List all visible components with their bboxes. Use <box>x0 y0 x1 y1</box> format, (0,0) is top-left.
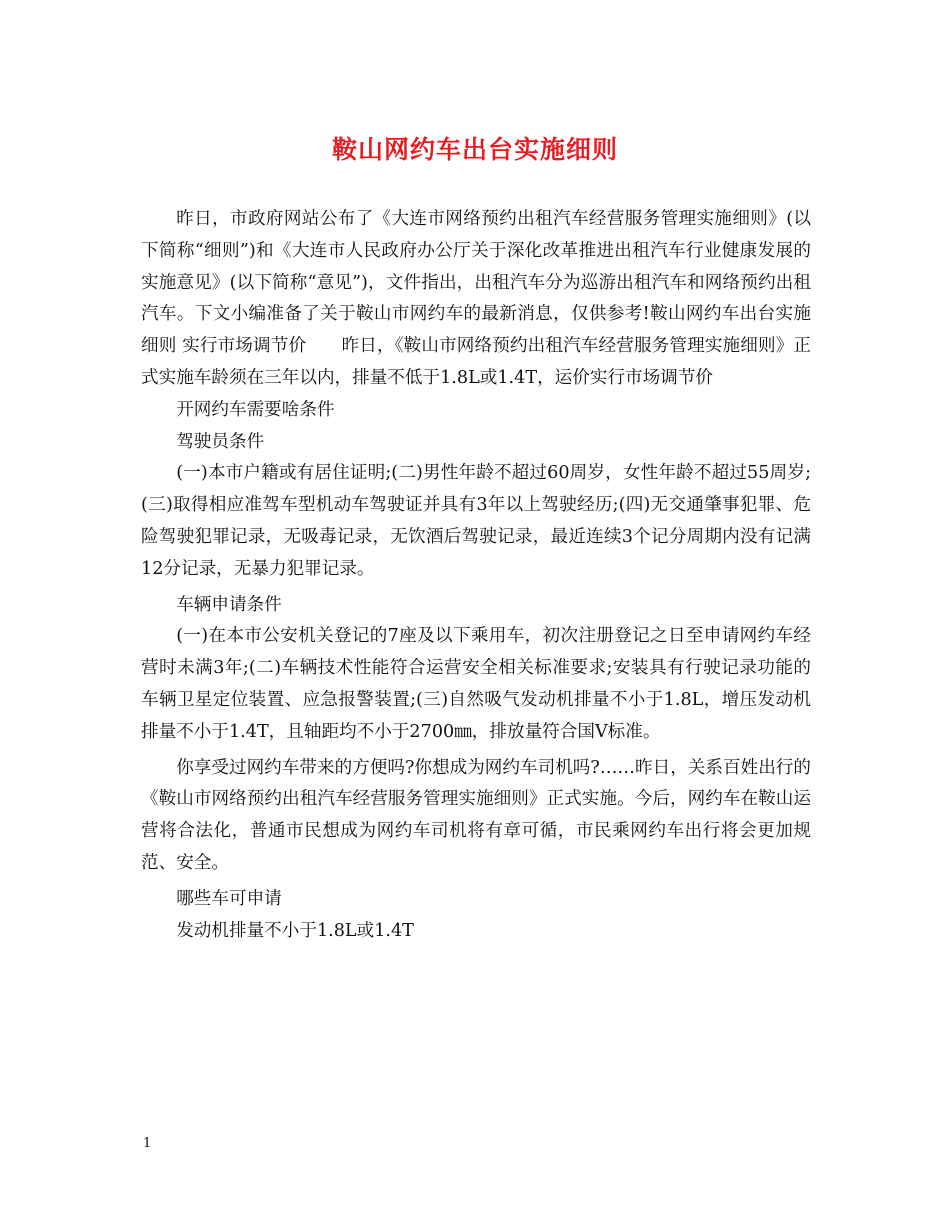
paragraph-heading-vehicle: 车辆申请条件 <box>176 594 282 615</box>
document-body <box>141 204 811 947</box>
paragraph-heading-which-cars: 哪些车可申请 <box>176 888 282 909</box>
paragraph-heading-driver: 驾驶员条件 <box>176 431 265 452</box>
paragraph-heading-conditions: 开网约车需要啥条件 <box>176 399 335 420</box>
paragraph-intro: 昨日，市政府网站公布了《大连市网络预约出租汽车经营服务管理实施细则》(以下简称“细则”)和《大连市人民政府办公厅关于深化改革推进出租汽车行业健康发展的实施意见》(以下简称“意见”)，文件指出，出租汽车分为巡游出租汽车和网络预约出租汽车。下文小编准备了关于鞍山市网约车的最新消息，仅供参考!鞍山网约车出台实施细则 实行市场调节价 昨日，《鞍山市网络预约出租汽车经营服务管理实施细则》正式实施车龄须在三年以内，排量不低于1.8L或1.4T，运价实行市场调节价 <box>141 209 811 388</box>
paragraph-driver-conditions: (一)本市户籍或有居住证明;(二)男性年龄不超过60周岁，女性年龄不超过55周岁;(三)取得相应准驾车型机动车驾驶证并具有3年以上驾驶经历;(四)无交通肇事犯罪、危险驾驶犯罪记录，无吸毒记录，无饮酒后驾驶记录，最近连续3个记分周期内没有记满12分记录，无暴力犯罪记录。 <box>141 463 811 579</box>
document-title: 鞍山网约车出台实施细则 <box>331 135 618 164</box>
paragraph-vehicle-conditions: (一)在本市公安机关登记的7座及以下乘用车，初次注册登记之日至申请网约车经营时未满3年;(二)车辆技术性能符合运营安全相关标准要求;安装具有行驶记录功能的车辆卫星定位装置、应急报警装置;(三)自然吸气发动机排量不小于1.8L，增压发动机排量不小于1.4T，且轴距均不小于2700㎜，排放量符合国Ⅴ标准。 <box>141 626 811 742</box>
paragraph-news: 你享受过网约车带来的方便吗?你想成为网约车司机吗?……昨日，关系百姓出行的《鞍山市网络预约出租汽车经营服务管理实施细则》正式实施。今后，网约车在鞍山运营将合法化，普通市民想成为网约车司机将有章可循，市民乘网约车出行将会更加规范、安全。 <box>141 757 811 873</box>
paragraph-engine-requirement: 发动机排量不小于1.8L或1.4T <box>176 920 414 941</box>
page-number: 1 <box>143 1136 152 1151</box>
